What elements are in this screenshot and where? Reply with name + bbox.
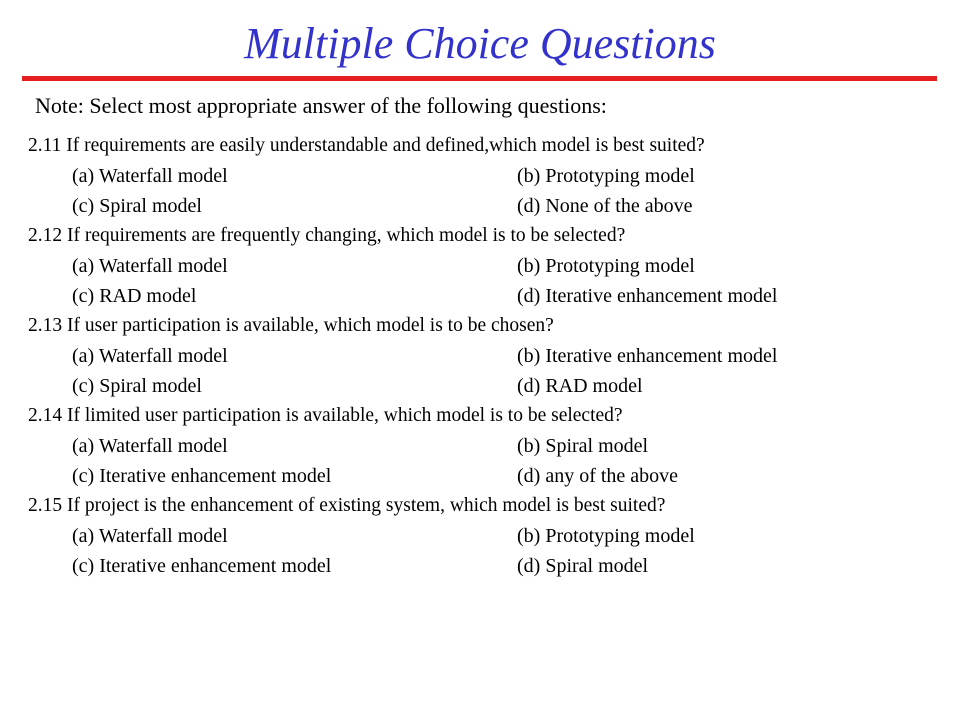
question-2-12 — [28, 221, 948, 311]
option-d: (d) Iterative enhancement model — [517, 285, 778, 307]
option-c: (c) Spiral model — [72, 195, 202, 217]
option-b: (b) Spiral model — [517, 435, 649, 457]
question-list — [28, 131, 948, 581]
option-b: (b) Prototyping model — [517, 255, 695, 277]
title-divider — [22, 76, 937, 81]
option-d: (d) any of the above — [517, 465, 679, 487]
option-c: (c) Iterative enhancement model — [72, 555, 332, 577]
question-text: 2.15 If project is the enhancement of existing system, which model is best suited? — [28, 495, 666, 516]
option-row — [28, 461, 948, 491]
option-row — [28, 251, 948, 281]
option-row — [28, 281, 948, 311]
option-c: (c) Iterative enhancement model — [72, 465, 332, 487]
option-a: (a) Waterfall model — [72, 165, 228, 187]
option-row — [28, 191, 948, 221]
option-b: (b) Prototyping model — [517, 165, 695, 187]
option-a: (a) Waterfall model — [72, 525, 228, 547]
option-b: (b) Iterative enhancement model — [517, 345, 778, 367]
question-2-11 — [28, 131, 948, 221]
question-text: 2.11 If requirements are easily understandable and defined,which model is best suited? — [28, 135, 705, 156]
option-d: (d) RAD model — [517, 375, 643, 397]
question-text: 2.13 If user participation is available, which model is to be chosen? — [28, 315, 554, 336]
instruction-note: Note: Select most appropriate answer of the following questions: — [35, 93, 607, 118]
option-c: (c) RAD model — [72, 285, 197, 307]
question-text: 2.12 If requirements are frequently changing, which model is to be selected? — [28, 225, 626, 246]
option-a: (a) Waterfall model — [72, 435, 228, 457]
option-row — [28, 371, 948, 401]
option-row — [28, 341, 948, 371]
option-row — [28, 521, 948, 551]
option-a: (a) Waterfall model — [72, 345, 228, 367]
question-2-13 — [28, 311, 948, 401]
option-d: (d) None of the above — [517, 195, 693, 217]
option-row — [28, 161, 948, 191]
option-row — [28, 551, 948, 581]
question-2-15 — [28, 491, 948, 581]
page-title: Multiple Choice Questions — [244, 19, 716, 68]
question-text: 2.14 If limited user participation is available, which model is to be selected? — [28, 405, 623, 426]
question-2-14 — [28, 401, 948, 491]
option-d: (d) Spiral model — [517, 555, 649, 577]
option-c: (c) Spiral model — [72, 375, 202, 397]
option-a: (a) Waterfall model — [72, 255, 228, 277]
option-b: (b) Prototyping model — [517, 525, 695, 547]
option-row — [28, 431, 948, 461]
